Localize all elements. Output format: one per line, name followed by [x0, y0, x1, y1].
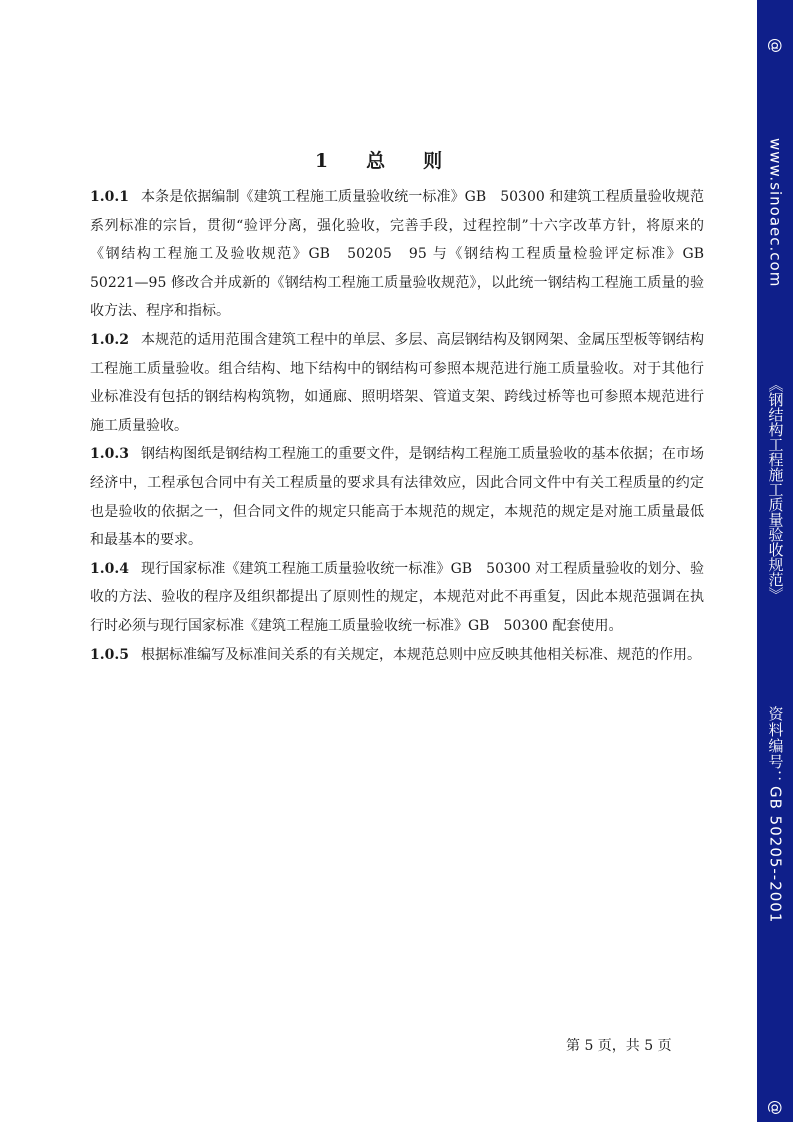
chapter-title	[0, 146, 757, 173]
clause-paragraph	[90, 326, 704, 440]
clause-number: 1.0.1	[90, 189, 129, 205]
clause-number: 1.0.5	[90, 646, 129, 663]
sidebar-at-symbol-top: @	[766, 38, 785, 54]
sidebar-website: www.sinoaec.com	[766, 138, 785, 288]
chapter-title-char-1: 总	[366, 150, 386, 172]
clause-text: 根据标准编写及标准间关系的有关规定，本规范总则中应反映其他相关标准、规范的作用。	[140, 646, 701, 663]
sidebar-at-symbol-bottom: @	[766, 1100, 785, 1116]
chapter-title-char-2: 则	[423, 150, 443, 172]
clause-paragraph	[90, 555, 704, 641]
clause-number: 1.0.3	[90, 446, 129, 463]
clause-paragraph	[90, 183, 718, 326]
clause-number: 1.0.4	[90, 560, 129, 577]
clause-text: 钢结构图纸是钢结构工程施工的重要文件，是钢结构工程施工质量验收的基本依据；在市场经济中，工程承包合同中有关工程质量的要求具有法律效应，因此合同文件中有关工程质量的约定也是验收的依据之一，但合同文件的规定只能高于本规范的规定，本规范的规定是对施工质量最低和最基本的要求。	[90, 446, 704, 549]
chapter-number: 1	[314, 150, 329, 172]
clause-text: 本条是依据编制《建筑工程施工质量验收统一标准》GB 50300 和建筑工程质量验收规范系列标准的宗旨，贯彻“验评分离，强化验收，完善手段，过程控制”十六字改革方针，将原来的《钢结构工程施工及验收规范》GB 50205 95 与《钢结构工程质量检验评定标准》GB 50221—95 修改合并成新的《钢结构工程施工质量验收规范》，以此统一钢结构工程施工质量的验收方法、程序和指标。	[90, 189, 718, 320]
clause-text: 现行国家标准《建筑工程施工质量验收统一标准》GB 50300 对工程质量验收的划分、验收的方法、验收的程序及组织都提出了原则性的规定，本规范对此不再重复，因此本规范强调在执行时必须与现行国家标准《建筑工程施工质量验收统一标准》GB 50300 配套使用。	[90, 560, 704, 634]
page-number: 第 5 页，共 5 页	[566, 1038, 672, 1054]
sidebar-document-number: 资料编号：GB 50205--2001	[766, 706, 785, 924]
sidebar-document-title: 《钢结构工程施工质量验收规范》	[766, 377, 785, 602]
clause-text: 本规范的适用范围含建筑工程中的单层、多层、高层钢结构及钢网架、金属压型板等钢结构工程施工质量验收。组合结构、地下结构中的钢结构可参照本规范进行施工质量验收。对于其他行业标准没有包括的钢结构构筑物，如通廊、照明塔架、管道支架、跨线过桥等也可参照本规范进行施工质量验收。	[90, 331, 704, 434]
clause-paragraph	[90, 641, 704, 670]
clauses-body	[90, 183, 718, 669]
sidebar-band	[757, 0, 793, 1122]
clause-paragraph	[90, 440, 704, 554]
clause-number: 1.0.2	[90, 331, 129, 348]
